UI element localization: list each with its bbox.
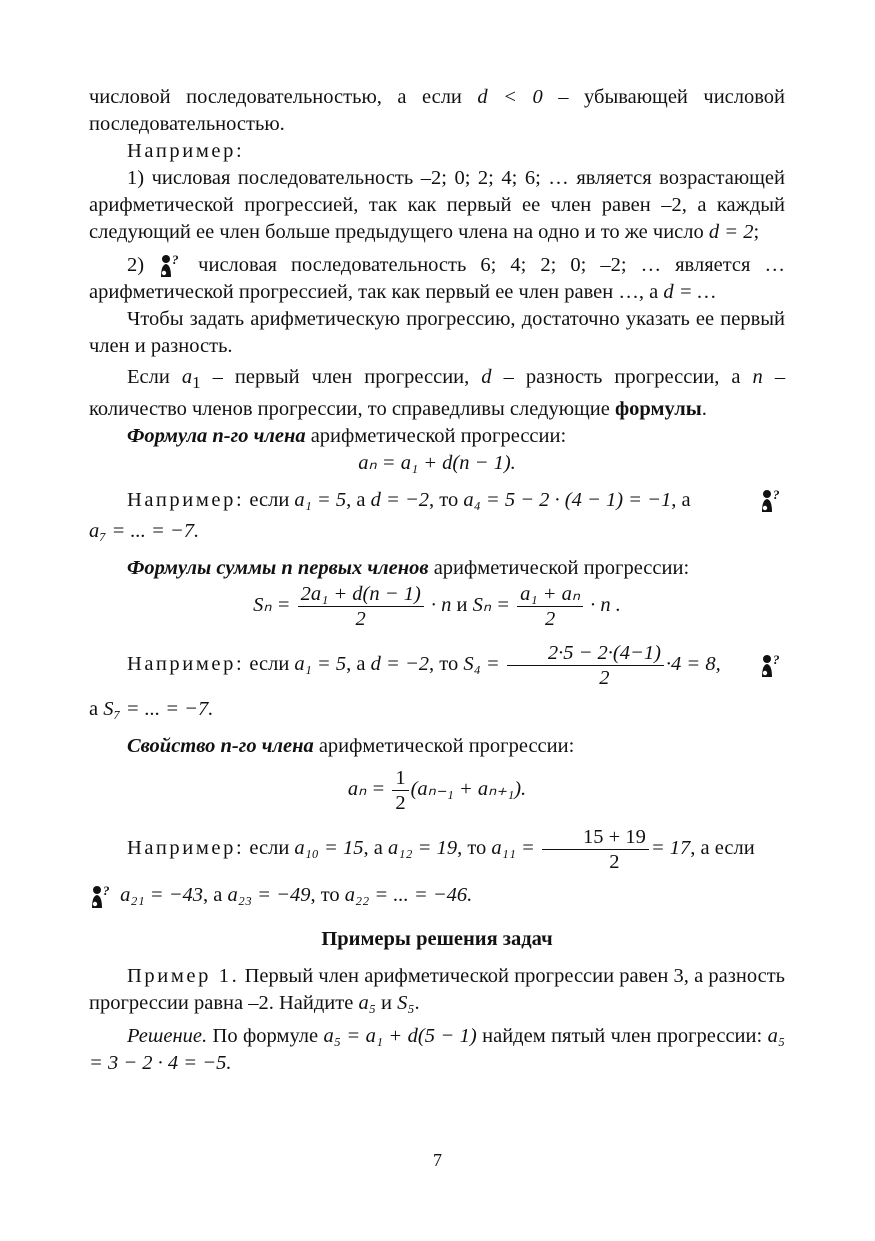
math-inline: d = 2	[708, 221, 754, 243]
formula-sum	[89, 582, 785, 631]
example-nth-term-line2: a₇ = ... = −7.	[89, 520, 200, 543]
math-inline: a₅	[358, 991, 376, 1014]
formula-property	[89, 766, 785, 815]
text: и	[380, 991, 392, 1014]
paragraph-decreasing	[89, 84, 785, 138]
page-content	[89, 84, 785, 1077]
math-inline: a₁₂ = 19	[388, 837, 458, 860]
text: если	[249, 489, 290, 512]
text: арифметической прогрессии:	[433, 557, 690, 580]
text: 2)	[127, 254, 145, 276]
text: и	[456, 594, 468, 617]
text: – количество членов прогрессии, то справедливы следующие	[89, 366, 786, 421]
math-inline: (aₙ₋₁ + aₙ₊₁).	[410, 778, 527, 801]
math-inline: a₁₁ =	[491, 837, 535, 860]
text: – первый член прогрессии,	[212, 366, 470, 389]
formula-title: Формула n-го члена	[127, 425, 306, 448]
fraction-denominator: 2	[355, 608, 366, 631]
paragraph-notation	[89, 364, 785, 423]
math-inline: S₅	[397, 991, 415, 1014]
example-label: Например:	[127, 489, 245, 512]
math-inline: a₄ = 5 − 2 · (4 − 1) = −1	[463, 489, 672, 512]
example-nth-term	[89, 487, 785, 514]
example-2	[89, 252, 785, 306]
math-inline: S₄ =	[463, 653, 500, 676]
math-inline: aₙ =	[347, 778, 386, 801]
fraction	[392, 766, 408, 815]
math-inline: Sₙ =	[472, 594, 511, 617]
fraction-denominator: 2	[544, 608, 556, 631]
math-inline: d < 0	[477, 86, 543, 108]
question-person-icon	[759, 488, 785, 514]
fraction	[517, 582, 583, 631]
math-inline: a₁ = 5	[294, 653, 347, 676]
math-inline: S₇ = ... = −7.	[103, 698, 214, 721]
text: , а	[346, 489, 366, 512]
problem-1	[89, 963, 785, 1017]
fraction-numerator: 2·5 − 2·(4−1)	[507, 641, 664, 666]
example-label: Например:	[127, 653, 245, 676]
text: – убывающей числовой последовательностью.	[89, 86, 786, 135]
fraction-numerator: 1	[392, 766, 408, 791]
formula-2-title	[89, 555, 785, 582]
math-inline: ·4 = 8,	[665, 653, 721, 676]
math-inline: a₁₀ = 15	[294, 837, 364, 860]
text: арифметической прогрессии:	[318, 735, 575, 758]
text: По формуле	[212, 1024, 319, 1047]
question-person-icon	[89, 884, 115, 910]
text: Если	[127, 366, 170, 389]
math-inline: d = −2	[370, 653, 430, 676]
text: числовой последовательностью, а если	[89, 86, 462, 108]
math-sub: 1	[192, 373, 201, 393]
text: – разность прогрессии, а	[503, 366, 741, 389]
example-sum-line2	[89, 696, 785, 723]
text: найдем пятый член прогрессии:	[482, 1024, 763, 1047]
math-inline: a₂₂ = ... = −46.	[344, 884, 473, 907]
text: , то	[457, 837, 487, 860]
page-number: 7	[433, 1150, 442, 1170]
text: , то	[429, 489, 459, 512]
math-inline: a₁ = 5	[294, 489, 347, 512]
example-label: Например:	[127, 837, 245, 860]
math-inline: = 17	[650, 837, 691, 860]
solution-label: Решение.	[127, 1024, 208, 1047]
math-inline: Sₙ =	[253, 594, 291, 617]
fraction-denominator: 2	[395, 792, 406, 815]
math-inline: · n .	[590, 594, 621, 617]
math-inline: a	[181, 366, 193, 389]
fraction-denominator: 2	[609, 851, 620, 874]
text: .	[414, 991, 420, 1014]
text: .	[701, 398, 707, 421]
fraction-denominator: 2	[599, 667, 610, 690]
paragraph-define: Чтобы задать арифметическую прогрессию, достаточно указать ее первый член и разность.	[89, 308, 785, 358]
text: арифметической прогрессии:	[310, 425, 567, 448]
text: , а если	[690, 837, 755, 860]
text: а	[89, 698, 99, 721]
math-inline: d = −2	[370, 489, 430, 512]
bold-text: формулы	[615, 398, 702, 421]
example-sum	[89, 641, 785, 690]
example-1	[89, 165, 785, 246]
text: , а	[203, 884, 223, 907]
text: , а	[671, 489, 691, 512]
text: Первый член арифметической прогрессии равен 3, а разность прогрессии равна –2. Найдите	[89, 964, 786, 1014]
fraction-numerator: a₁ + aₙ	[517, 582, 583, 607]
fraction	[298, 582, 424, 631]
fraction	[542, 825, 649, 874]
math-inline: a₂₁ = −43	[120, 884, 204, 907]
text: ;	[753, 221, 760, 243]
math-inline: a₂₃ = −49	[227, 884, 311, 907]
example-property-line2	[89, 882, 785, 909]
text: , то	[429, 653, 459, 676]
text: числовая последовательность 6; 4; 2; 0; –2; … является … арифметической прогрессией, так как первый ее член равен …, а	[89, 254, 785, 304]
fraction-numerator: 15 + 19	[542, 825, 649, 850]
math-inline: d	[481, 366, 492, 389]
math-inline: a₅ = 3 − 2 · 4 = −5.	[89, 1024, 786, 1074]
text: если	[249, 837, 290, 860]
math-inline: · n	[430, 594, 452, 617]
text: если	[249, 653, 290, 676]
problem-label: Пример 1.	[127, 964, 240, 987]
text: , то	[310, 884, 340, 907]
fraction-numerator: 2a₁ + d(n − 1)	[298, 582, 424, 607]
text: , а	[363, 837, 383, 860]
section-heading: Примеры решения задач	[321, 927, 553, 950]
text: , а	[346, 653, 366, 676]
formula-3-title	[89, 733, 785, 760]
fraction	[507, 641, 664, 690]
question-person-icon	[158, 253, 184, 279]
example-property	[89, 825, 785, 874]
solution-1	[89, 1023, 785, 1077]
math-inline: n	[752, 366, 763, 389]
formula-title: Формулы суммы n первых членов	[127, 557, 429, 580]
math-inline: a₅ = a₁ + d(5 − 1)	[323, 1024, 477, 1047]
example-label: Например:	[127, 140, 245, 162]
math-inline: d = …	[663, 281, 716, 304]
text: 1) числовая последовательность –2; 0; 2; 4; 6; … является возрастающей арифметической прогрессией, так как первый ее член равен –2, а каждый следующий ее член больше предыдущего члена на одно и то же число	[89, 167, 785, 243]
formula-nth-term: aₙ = a₁ + d(n − 1).	[358, 452, 516, 475]
formula-title: Свойство n-го члена	[127, 735, 314, 758]
formula-1-title	[89, 423, 785, 450]
question-person-icon	[759, 653, 785, 679]
